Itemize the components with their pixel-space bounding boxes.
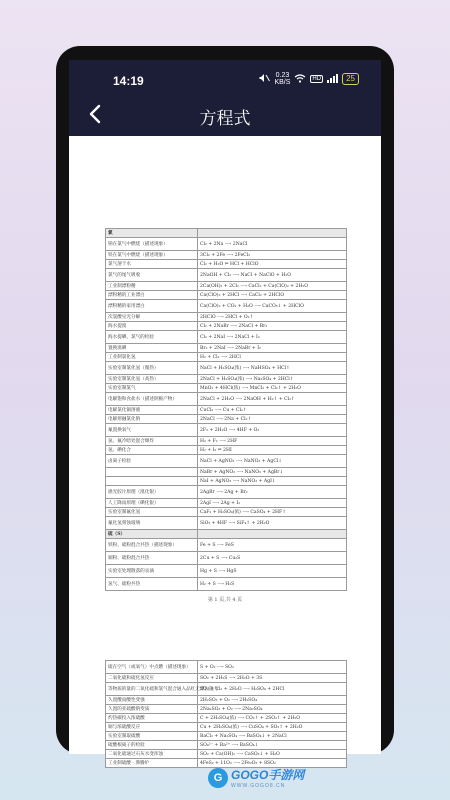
table-row: [106, 269, 347, 282]
table-row: [106, 732, 347, 741]
gogo-logo-icon: G: [208, 768, 228, 788]
table-row: [106, 300, 347, 313]
reaction-description: 漂粉精的工业漂白: [106, 291, 198, 300]
reaction-equation: S + O₂ ⟶ SO₂: [198, 661, 347, 674]
reaction-equation: 3Cl₂ + 2Fe ⟶ 2FeCl₃: [198, 251, 347, 260]
app-screen: [69, 60, 381, 766]
reaction-equation: H₂ + Cl₂ ⟶ 2HCl: [198, 353, 347, 362]
reaction-description: 氢气、硫粉共热: [106, 578, 198, 591]
reaction-equation: SO₂ + 2H₂S ⟶ 2H₂O + 3S: [198, 674, 347, 683]
reaction-equation: [198, 229, 347, 238]
table-row: [106, 486, 347, 499]
reaction-equation: 2Na₂SO₃ + O₂ ⟶ 2Na₂SO₄: [198, 705, 347, 714]
reaction-equation: Hg + S ⟶ HgS: [198, 565, 347, 578]
reaction-description: [106, 468, 198, 477]
reaction-description: 电解熔融氯化钠: [106, 415, 198, 424]
reaction-equation: BaCl₂ + Na₂SO₄ ⟶ BaSO₄↓ + 2NaCl: [198, 732, 347, 741]
reaction-description: 置换溴碘: [106, 344, 198, 353]
reaction-description: 二氧化硫通过石灰水变浑浊: [106, 750, 198, 759]
table-row: [106, 313, 347, 322]
reaction-description: 实验室处理散落的汞滴: [106, 565, 198, 578]
reaction-equation: 2NaCl + H₂SO₄(浓) ⟶ Na₂SO₄ + 2HCl↑: [198, 375, 347, 384]
reaction-equation: C + 2H₂SO₄(浓) ⟶ CO₂↑ + 2SO₂↑ + 2H₂O: [198, 714, 347, 723]
table-row: [106, 499, 347, 508]
reaction-description: 铜与浓硫酸反应: [106, 723, 198, 732]
equation-table-2: [105, 660, 347, 768]
reaction-description: 电解饱和食盐水（描述阴极产物）: [106, 393, 198, 406]
table-row: [106, 723, 347, 732]
table-row: [106, 714, 347, 723]
table-row: [106, 508, 347, 517]
page-number: 第 1 页,共 4 页: [207, 597, 243, 603]
reaction-equation: SO₂ + Ca(OH)₂ ⟶ CaSO₃↓ + H₂O: [198, 750, 347, 759]
status-time: 14:19: [113, 74, 144, 88]
reaction-description: 氯: [106, 229, 198, 238]
reaction-description: 实验室制氟化氢: [106, 508, 198, 517]
reaction-description: 二氧化硫和硫化氢反应: [106, 674, 198, 683]
status-icons: [259, 72, 359, 86]
reaction-description: 铜粉、硫粉混合共热: [106, 552, 198, 565]
reaction-equation: NaI + AgNO₃ ⟶ NaNO₃ + AgI↓: [198, 477, 347, 486]
table-row: [106, 424, 347, 437]
table-row: [106, 578, 347, 591]
reaction-equation: [198, 530, 347, 539]
table-row: [106, 384, 347, 393]
document-page-1: [105, 228, 347, 591]
reaction-equation: 2AgI ⟶ 2Ag + I₂: [198, 499, 347, 508]
top-bar: [69, 60, 381, 136]
table-row: [106, 260, 347, 269]
reaction-description: 工业制漂粉精: [106, 282, 198, 291]
reaction-description: 海水提碘、氯气的检验: [106, 331, 198, 344]
table-row: [106, 251, 347, 260]
table-row: [106, 291, 347, 300]
table-row: [106, 750, 347, 759]
reaction-description: 硫（S）: [106, 530, 198, 539]
reaction-equation: SiO₂ + 4HF ⟶ SiF₄↑ + 2H₂O: [198, 517, 347, 530]
reaction-description: 氯气溶于水: [106, 260, 198, 269]
reaction-equation: NaCl + H₂SO₄(浓) ⟶ NaHSO₄ + HCl↑: [198, 362, 347, 375]
reaction-description: 漂粉精的家用漂白: [106, 300, 198, 313]
reaction-description: 氯气的尾气吸收: [106, 269, 198, 282]
table-row: [106, 661, 347, 674]
page-title: 方程式: [199, 109, 251, 129]
reaction-equation: 2H₂SO₃ + O₂ ⟶ 2H₂SO₄: [198, 696, 347, 705]
reaction-equation: Ca(ClO)₂ + 2HCl ⟶ CaCl₂ + 2HClO: [198, 291, 347, 300]
document-viewer[interactable]: [69, 136, 381, 766]
reaction-description: 卤离子检验: [106, 455, 198, 468]
table-row: [106, 517, 347, 530]
reaction-equation: Cu + 2H₂SO₄(浓) ⟶ CuSO₄ + SO₂↑ + 2H₂O: [198, 723, 347, 732]
table-row: [106, 683, 347, 696]
reaction-description: 实验室制氯气: [106, 384, 198, 393]
equation-table-1: [105, 228, 347, 591]
reaction-equation: NaBr + AgNO₃ ⟶ NaNO₃ + AgBr↓: [198, 468, 347, 477]
network-speed-value: 0.23: [275, 72, 290, 79]
reaction-equation: H₂ + F₂ ⟶ 2HF: [198, 437, 347, 446]
battery-icon: 25: [342, 73, 359, 85]
table-row: [106, 229, 347, 238]
reaction-equation: Br₂ + 2NaI ⟶ 2NaBr + I₂: [198, 344, 347, 353]
reaction-description: 铁在氯气中燃烧（描述现象）: [106, 251, 198, 260]
table-row: [106, 552, 347, 565]
reaction-equation: 2Cu + S ⟶ Cu₂S: [198, 552, 347, 565]
reaction-description: 硫酸根离子的检验: [106, 741, 198, 750]
reaction-description: 氢、氟冷暗处混合爆炸: [106, 437, 198, 446]
reaction-equation: Cl₂ + 2NaI ⟶ 2NaCl + I₂: [198, 331, 347, 344]
reaction-description: 铁粉、硫粉混合共热（描述现象）: [106, 539, 198, 552]
reaction-description: 实验室制氯化氢（微热）: [106, 362, 198, 375]
reaction-description: 氟置换氧气: [106, 424, 198, 437]
table-row: [106, 362, 347, 375]
reaction-description: 次氯酸见光分解: [106, 313, 198, 322]
reaction-description: 感光胶片原理（溴化银）: [106, 486, 198, 499]
reaction-description: 钠在氯气中燃烧（描述现象）: [106, 238, 198, 251]
reaction-description: 硫在空气（或氧气）中点燃（描述现象）: [106, 661, 198, 674]
table-row: [106, 674, 347, 683]
reaction-equation: 2AgBr ⟶ 2Ag + Br₂: [198, 486, 347, 499]
table-row: [106, 393, 347, 406]
table-row: [106, 375, 347, 384]
table-row: [106, 238, 347, 251]
table-row: [106, 468, 347, 477]
table-row: [106, 437, 347, 446]
reaction-equation: Ca(ClO)₂ + CO₂ + H₂O ⟶ CaCO₃↓ + 2HClO: [198, 300, 347, 313]
watermark-text: GOGO手游网: [231, 768, 305, 782]
reaction-equation: CaF₂ + H₂SO₄(浓) ⟶ CaSO₄ + 2HF↑: [198, 508, 347, 517]
reaction-equation: NaCl + AgNO₃ ⟶ NaNO₃ + AgCl↓: [198, 455, 347, 468]
table-row: [106, 344, 347, 353]
reaction-equation: Cl₂ + 2NaBr ⟶ 2NaCl + Br₂: [198, 322, 347, 331]
reaction-description: [106, 477, 198, 486]
reaction-equation: SO₄²⁻ + Ba²⁺ ⟶ BaSO₄↓: [198, 741, 347, 750]
reaction-equation: CuCl₂ ⟶ Cu + Cl₂↑: [198, 406, 347, 415]
reaction-equation: 2Ca(OH)₂ + 2Cl₂ ⟶ CaCl₂ + Ca(ClO)₂ + 2H₂O: [198, 282, 347, 291]
reaction-description: 工业制氯化氢: [106, 353, 198, 362]
table-row: [106, 322, 347, 331]
reaction-equation: MnO₂ + 4HCl(浓) ⟶ MnCl₂ + Cl₂↑ + 2H₂O: [198, 384, 347, 393]
network-speed: [274, 72, 290, 86]
table-row: [106, 415, 347, 424]
reaction-equation: H₂ + S ⟶ H₂S: [198, 578, 347, 591]
reaction-equation: 2NaCl ⟶ 2Na + Cl₂↑: [198, 415, 347, 424]
reaction-description: 氟化氢刻蚀玻璃: [106, 517, 198, 530]
table-row: [106, 406, 347, 415]
table-row: [106, 353, 347, 362]
table-row: [106, 705, 347, 714]
table-row: [106, 477, 347, 486]
reaction-equation: SO₂ + Cl₂ + 2H₂O ⟶ H₂SO₄ + 2HCl: [198, 683, 347, 696]
table-row: [106, 530, 347, 539]
reaction-description: 久置的亚硫酸钠变质: [106, 705, 198, 714]
signal-icon: [327, 74, 338, 85]
reaction-equation: H₂ + I₂ ⇌ 2HI: [198, 446, 347, 455]
hd-icon: HD: [312, 76, 322, 82]
table-row: [106, 696, 347, 705]
reaction-description: 灼热碳投入浓硫酸: [106, 714, 198, 723]
reaction-description: 工业制硫酸 · 沸腾炉: [106, 759, 198, 768]
reaction-equation: Cl₂ + H₂O ⇌ HCl + HClO: [198, 260, 347, 269]
table-row: [106, 741, 347, 750]
table-row: [106, 282, 347, 291]
table-row: [106, 455, 347, 468]
reaction-equation: Cl₂ + 2Na ⟶ 2NaCl: [198, 238, 347, 251]
reaction-description: 久置酸雨酸性变强: [106, 696, 198, 705]
network-speed-unit: KB/S: [274, 79, 291, 86]
table-row: [106, 539, 347, 552]
reaction-description: 海水提溴: [106, 322, 198, 331]
reaction-equation: Fe + S ⟶ FeS: [198, 539, 347, 552]
reaction-description: 等物质的量的二氧化硫和氯气混合通入品红无漂白能力: [106, 683, 198, 696]
mute-icon: [259, 73, 270, 85]
document-page-2: [105, 660, 347, 768]
table-row: [106, 331, 347, 344]
reaction-description: 实验室制氯化氢（高热）: [106, 375, 198, 384]
reaction-equation: 2HClO ⟶ 2HCl + O₂↑: [198, 313, 347, 322]
reaction-description: 实验室制取硫酸: [106, 732, 198, 741]
table-row: [106, 565, 347, 578]
reaction-equation: 2NaOH + Cl₂ ⟶ NaCl + NaClO + H₂O: [198, 269, 347, 282]
wifi-icon: [294, 74, 306, 85]
reaction-description: 电解氯化铜溶液: [106, 406, 198, 415]
site-watermark: [208, 766, 304, 789]
reaction-description: 氢、碘化合: [106, 446, 198, 455]
reaction-equation: 4FeS₂ + 11O₂ ⟶ 2Fe₂O₃ + 8SO₂: [198, 759, 347, 768]
reaction-equation: 2F₂ + 2H₂O ⟶ 4HF + O₂: [198, 424, 347, 437]
reaction-equation: 2NaCl + 2H₂O ⟶ 2NaOH + H₂↑ + Cl₂↑: [198, 393, 347, 406]
table-row: [106, 446, 347, 455]
watermark-url: WWW.GOGO8.CN: [231, 783, 286, 789]
reaction-description: 人工降雨原理（碘化银）: [106, 499, 198, 508]
